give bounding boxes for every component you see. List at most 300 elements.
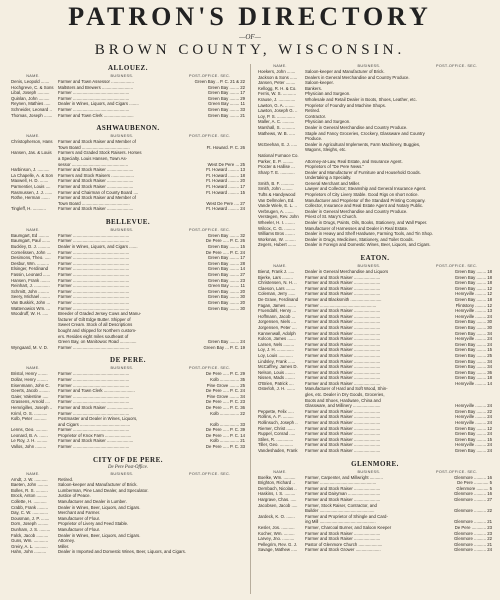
entry-post-office: Green Bay ........ 30	[207, 294, 245, 300]
column-header-post-office: POST-OFFICE. SEC.	[436, 264, 478, 268]
entry-post-office: Ft. Howard ......... 13	[206, 167, 245, 173]
entry-name: Fruendahl, Henry ...	[258, 308, 296, 314]
entry-business: Farmer and Stock Raiser ......................	[305, 291, 381, 297]
entry-name: Hansen, Jas. & Louis	[11, 150, 52, 156]
entry-name: Bierut, Frank J. .....	[258, 269, 295, 274]
entry-post-office: De Pere ............ 23	[454, 524, 492, 530]
entry-post-office: Glenmore .......... 21	[454, 519, 492, 525]
entry-business: Farmer ...............................................	[58, 399, 130, 405]
entry-post-office: Glenmore .......... 23	[454, 530, 492, 536]
entry-business: Manufacturer and Proprietor of the Standard Printing Company.	[305, 197, 426, 203]
entry-name: Loy, Louis ............	[258, 352, 293, 358]
column-header-business: BUSINESS.	[357, 64, 381, 68]
entry-business: Priest of St. Mary's Church.	[305, 214, 358, 220]
entry-business: Farmer ...............................................	[58, 249, 130, 255]
column-header-name: NAME.	[26, 74, 40, 78]
directory-entry	[11, 113, 245, 119]
entry-business: Dealer in General Merchandise and Country Produce.	[305, 124, 408, 130]
entry-post-office: Glenmore .......... 22	[454, 536, 492, 542]
entry-name: Gaier, Valentine .....	[11, 393, 49, 399]
entry-post-office: Green Bay ........ 20	[207, 300, 245, 305]
column-header-row	[11, 228, 245, 232]
entry-business: Farmer and Blacksmith ..........................	[305, 296, 382, 302]
entry-business: Bankers.	[305, 85, 322, 91]
column-header-post-office: POST-OFFICE. SEC.	[436, 64, 478, 68]
entry-name: Wyngaard, M. V. D.	[11, 344, 49, 350]
entry-business: Farmer ...............................................	[58, 344, 130, 350]
column-header-business: BUSINESS.	[357, 469, 381, 474]
entry-name: Wattenowics Wm. ...	[11, 305, 50, 311]
column-header-business: BUSINESS.	[110, 366, 134, 371]
entry-post-office: Green Bay ... P. C. 19	[203, 344, 245, 350]
column-header-business: BUSINESS.	[110, 134, 134, 139]
entry-business: Farmer ...............................................	[58, 382, 130, 388]
entry-name: Reynen, Mathies .....	[11, 101, 51, 107]
directory-entry	[11, 345, 245, 351]
entry-post-office: Pine Grove ........ 34	[206, 393, 245, 399]
entry-business: Dealer in Foreign and Domestic Wines, Beer, Liquors, and Cigars.	[305, 242, 431, 248]
entry-name: Parmentier, Louis ....	[11, 183, 51, 189]
entry-business: Farmer and Stock Raiser ......................	[305, 341, 381, 347]
entry-business: Farmer ...............................................	[58, 283, 130, 289]
entry-name: Jansen, Peter ........	[258, 80, 296, 86]
entry-business: Farmer and Stock Raiser and Member of	[58, 139, 136, 145]
entry-business: Dealer in Imported and Domestic Wines, Beer, Liquors, and Cigars.	[58, 549, 186, 555]
entry-business: Proprietors of "De Pere News."	[305, 164, 364, 170]
entry-post-office: Green Bay ........ 15	[454, 436, 492, 442]
entry-name: Peppette, Felix .....	[258, 408, 294, 414]
entry-business: Farmer and Stock Raiser ......................	[305, 485, 381, 491]
column-header-post-office: POST-OFFICE. SEC.	[436, 469, 478, 474]
entry-name: Lawton, Joseph G. ..	[258, 108, 298, 114]
entry-business: Farmer and Stock Raiser ......................	[305, 442, 381, 448]
entry-name: Arndt, J. W. ...........	[11, 476, 48, 482]
entry-name: Vallos, John .........	[11, 444, 47, 450]
entry-business: Dealers in General Merchandise and Country Produce.	[305, 74, 410, 80]
entry-name: Rollins, A. F. .........	[258, 414, 294, 420]
entry-name: Wheeler, H. I. ........	[258, 220, 295, 226]
entry-business: Manufacturer of Flour.	[58, 527, 101, 532]
entry-post-office: Green Bay ........ 29	[207, 95, 245, 101]
entry-business: Manufacturer of Hard and Soft Wood, Shin-	[305, 386, 388, 392]
entry-business: Farmer ...............................................	[58, 266, 130, 272]
entry-post-office: Green Bay ........ 30	[454, 319, 492, 325]
entry-business: Farmer and Town Assessor ...................	[58, 79, 134, 84]
entry-name: Riemer, Christ .......	[258, 425, 295, 431]
entry-business: Manufacturer of Flour.	[58, 515, 101, 521]
entry-post-office: Green Bay ........ 30	[454, 324, 492, 330]
entry-business: Farmer and Stock Raiser ......................	[305, 536, 381, 542]
entry-post-office: Glenmore .......... 5	[456, 485, 492, 491]
entry-post-office: Green Bay ........ 11	[208, 283, 245, 289]
entry-name: Loy, J. H. ..............	[258, 347, 294, 353]
entry-name: Smith, John .........	[258, 186, 293, 192]
entry-business: ing Mill ...............................................	[305, 519, 376, 525]
entry-business: Attorney.	[58, 538, 75, 544]
entry-name: Jackson & Sons ......	[258, 74, 298, 80]
entry-name: Vandeshaden, Frank	[258, 448, 298, 453]
entry-name: Buckley, D. J. ..........	[11, 244, 51, 250]
entry-post-office: De Pere ..... P. C. 39	[205, 427, 245, 433]
entry-business: Farmer ...............................................	[58, 288, 130, 294]
section-title: GLENMORE.	[351, 459, 399, 468]
entry-name: Le Roy, J. H. .........	[11, 438, 48, 444]
entry-business: General Merchant and Miller.	[305, 180, 361, 186]
directory-entry	[11, 549, 245, 555]
entry-post-office: Green Bay ........ 34	[454, 330, 492, 336]
entry-name: Fassin, Leonard ......	[11, 272, 51, 278]
entry-name: McCaffrey, James D.	[258, 364, 298, 370]
entry-business: Dealer in Heavy and Shelf Hardware, Farming Tools, and Tin Shop.	[305, 231, 433, 237]
entry-post-office: Green Bay ........ 18	[454, 269, 492, 274]
entry-post-office: Green Bay ........ 24	[454, 431, 492, 437]
column-header-row	[258, 264, 492, 268]
column-header-name: NAME.	[26, 471, 40, 476]
entry-post-office: Glenmore .......... 24	[454, 547, 492, 553]
entry-post-office: Green Bay ........ 21	[207, 112, 245, 118]
entry-business: and Cigars ..........................................	[58, 421, 131, 427]
entry-post-office: Pine Grove ........ 25	[206, 382, 245, 388]
entry-post-office: Green Bay ........ 24	[207, 339, 245, 345]
entry-business: Undertaking a Specialty.	[305, 175, 352, 181]
entry-business: Miller.	[58, 543, 70, 549]
entry-business: Physician and Surgeon.	[305, 91, 351, 97]
entry-business: Proprietor of Livery and Feed Stable.	[58, 521, 129, 527]
entry-business: Farmer, Charcoal Burner, and Saloon Keeper	[305, 524, 392, 530]
entry-post-office: Green Bay ........ 34	[454, 358, 492, 364]
entry-name: Lawton, G. A. ........	[258, 102, 295, 108]
entry-business: Attorney-at-Law, Real Estate, and Insurance Agent.	[305, 158, 403, 164]
entry-business: Farmer and Stock Raiser ......................	[305, 436, 381, 442]
page-title-connector: —OF—	[239, 33, 261, 41]
entry-business: Merchant and Farmer.	[58, 510, 101, 516]
entry-name: Jorgensen, Niels ....	[258, 319, 296, 325]
entry-name: Reinhart, J. .............	[11, 283, 50, 289]
entry-name: Dunham, J. S. .........	[11, 527, 51, 532]
entry-post-office: Green Bay ........ 33	[207, 106, 245, 112]
entry-name: O'Brien, Patrick ....	[258, 380, 294, 386]
column-header-name: NAME.	[26, 227, 40, 232]
entry-business: facturer of Gilt Edge Butter. Shipper of	[58, 316, 131, 322]
directory-entry	[11, 444, 245, 450]
entry-business: Farmer and Stock Raiser ......................	[305, 530, 381, 536]
entry-business: Farmer and Stock Raiser ......................	[58, 178, 134, 184]
entry-post-office: Green Bay ........ 12	[454, 285, 492, 291]
section-title: DE PERE.	[110, 356, 146, 365]
entry-business: Proprietor of Knox Farm ......................	[58, 432, 132, 438]
entry-business: Farmer and Stock Raiser ......................	[305, 274, 381, 280]
entry-name: Pellegrim, Rev. G. J.	[258, 541, 298, 547]
entry-business: Farmer ...............................................	[58, 255, 130, 261]
entry-business: Farmer and Stock Raiser ......................	[305, 425, 381, 431]
entry-post-office: De Pere ..... P. C. 23	[205, 399, 245, 405]
entry-name: Stiles, R. ..............	[258, 436, 294, 442]
entry-business: Farmer and Stock Raiser ......................	[305, 347, 381, 353]
column-header-name: NAME.	[26, 134, 40, 139]
entry-business: Farmer and Stock Raiser ......................	[305, 364, 381, 370]
column-header-business: BUSINESS.	[357, 264, 381, 268]
page-subtitle: BROWN COUNTY, WISCONSIN.	[94, 42, 406, 58]
entry-post-office: Green Bay ........ 30	[207, 305, 245, 311]
entry-business: gles, etc. Dealer in Dry Goods, Groceries,	[305, 392, 385, 398]
entry-post-office: Green Bay ........ 23	[207, 277, 245, 283]
entry-name: Kellogg, R. H. & Co.	[258, 85, 297, 91]
entry-name: Baumgart, Paul .......	[11, 238, 51, 244]
entry-business: Farmer and Stock Raiser ......................	[305, 375, 381, 381]
entry-post-office: De Pere ..... P. C. 14	[205, 432, 245, 438]
entry-name: Maller, A. C. ..........	[258, 119, 295, 125]
entry-business: Farmer and Chairman of County Board ....	[58, 189, 139, 195]
entry-name: Van Buskirk, John ...	[11, 300, 51, 305]
entry-business: Manufacturer and Dealer in Lumber.	[58, 499, 127, 505]
entry-business: Dealer in Wines, Liquors, and Cigars .......	[58, 244, 138, 250]
column-header-business: BUSINESS.	[110, 227, 134, 232]
entry-post-office: Henryville ......... 14	[455, 380, 492, 386]
entry-name: Brock, Anton .........	[11, 493, 48, 499]
entry-name: Loy, P. S. ...............	[258, 113, 295, 119]
entry-name: Savage, Mathew .....	[258, 547, 298, 553]
column-header-row	[258, 470, 492, 474]
entry-business: Farmer and Stock Raiser ......................	[305, 369, 381, 375]
entry-name: Zegers, Hubert .......	[258, 242, 297, 248]
entry-name: Kocher, Wm. .........	[258, 530, 295, 536]
entry-post-office: Green Bay ........ 11	[208, 101, 245, 107]
entry-name: Tiller, Geo. ...........	[258, 442, 293, 448]
entry-name: Van Dellmolen, Ed.	[258, 197, 295, 203]
entry-post-office: Glenmore .......... 22	[454, 508, 492, 514]
entry-business: Builder ..............................................	[305, 508, 375, 514]
entry-name: Christopherson, Hans	[11, 139, 53, 145]
entry-name: Sharp T. E. ............	[258, 169, 295, 175]
entry-business: Farmer and Stock Raiser and Member of	[58, 195, 136, 201]
entry-business: Retired.	[305, 108, 321, 114]
entry-post-office: Henryville ......... 24	[455, 336, 492, 342]
directory-entry	[258, 547, 492, 553]
entry-post-office: Green Bay ........ 12	[454, 425, 492, 431]
entry-business: Farmer and Stock Raiser ......................	[58, 183, 134, 189]
entry-post-office: Henryville ......... 24	[455, 442, 492, 448]
entry-business: Sweet Cream. Stock of all Descriptions	[58, 322, 133, 328]
entry-business: Farmer and Stock Raiser ......................	[305, 324, 381, 330]
entry-business: Farmer and Stock Raiser ......................	[58, 404, 134, 410]
entry-name: Ruppel, Conrad .....	[258, 431, 296, 437]
entry-name: Verbrugen, A. .......	[258, 208, 294, 214]
section-title: ALLOUEZ.	[108, 64, 148, 72]
entry-name: Greiry, A. L. ...........	[11, 543, 48, 549]
entry-post-office: Henryville ......... 24	[455, 403, 492, 409]
entry-name: Haskins, I. S. .........	[258, 491, 296, 497]
section-title: CITY OF DE PERE.	[92, 455, 164, 464]
entry-name: Hochgreve, C. & Sons	[11, 84, 54, 90]
entry-name: Rasmussen, J. J. ......	[11, 189, 53, 195]
entry-business: Farmer ...............................................	[58, 106, 130, 112]
entry-name: Kannenwall, Adolph	[258, 330, 296, 336]
entry-post-office	[436, 242, 492, 248]
entry-name: Fagan, James ........	[258, 302, 296, 308]
entry-post-office: Green Bay ........ 22	[454, 408, 492, 414]
entry-business: sessor ...............................................	[58, 161, 128, 167]
entry-business: Farmer and Stock Raiser ......................	[305, 448, 381, 453]
entry-business: Farmer and Stock Raiser ......................	[58, 438, 134, 444]
entry-business: Farmer and Stock Raiser ......................	[305, 496, 381, 502]
entry-post-office: De Pere ............ 5	[457, 480, 492, 486]
left-column	[11, 64, 245, 596]
entry-name: Boelke, Wm. ..........	[258, 474, 296, 480]
entry-business: Farmer and Dairyman ...........................	[305, 491, 381, 497]
entry-name: Thomas, Joseph .......	[11, 112, 53, 118]
entry-name: Kesler, Jos. ...........	[258, 524, 295, 530]
entry-post-office: De Pere ..... P. C. 29	[205, 371, 245, 377]
entry-name: Harbinson, J. ..........	[11, 167, 50, 173]
entry-post-office: Green Bay ........ 15	[207, 244, 245, 250]
entry-business: Breeder of Graded Jersey Cows and Manu-	[58, 311, 142, 317]
entry-business: Farmer ...............................................	[58, 300, 130, 305]
entry-business: Farmer ...............................................	[58, 232, 130, 238]
entry-business: Farmer and Stock Raiser ......................	[305, 285, 381, 291]
entry-name: Desimons, Theo. .....	[11, 255, 51, 261]
entry-post-office: Green Bay ........ 36	[454, 369, 492, 375]
entry-post-office: Green Bay ........ 18	[454, 296, 492, 302]
entry-business: Farmer and Stock Raiser ......................	[305, 313, 381, 319]
entry-business: Pastor of Glenmore Church ....................	[305, 541, 383, 547]
entry-business: Farmer and Stock Raiser ......................	[305, 336, 381, 342]
entry-post-office: Kolb ................ 22	[210, 410, 245, 416]
entry-name: Baumgart, Ed .........	[11, 232, 50, 238]
entry-name: Grassens, Arnold ....	[11, 399, 50, 405]
entry-name: Hemrigilles, Joseph ..	[11, 404, 53, 410]
entry-business: Lumberman, Pine Land Dealer, and Speculator.	[58, 487, 149, 493]
entry-post-office: De Pere ..... P. C. 24	[205, 388, 245, 394]
entry-name: Mathews, W. B. .....	[258, 130, 296, 136]
entry-business: Farmer ...............................................	[58, 376, 130, 382]
entry-business: Town Board ........................................	[58, 200, 130, 206]
entry-business: Farmer and Stock Raiser ......................	[305, 330, 381, 336]
entry-business: Dealer in General Merchandise and Country Produce.	[305, 208, 408, 214]
entry-post-office: Green Bay ........ 14	[207, 266, 245, 272]
entry-name: Smith, B. F. ...........	[258, 180, 295, 186]
entry-post-office: De Pere ..... P. C. 33	[205, 444, 245, 450]
entry-post-office: De Pere ..... P. C. 36	[205, 404, 245, 410]
column-header-row	[11, 74, 245, 78]
entry-business: bought and shipped for Northern custom-	[58, 327, 137, 333]
entry-business: Farmer ...............................................	[58, 371, 130, 377]
entry-post-office: Kolb ................ 35	[210, 376, 245, 382]
column-header-post-office: POST-OFFICE. SEC.	[189, 227, 231, 232]
section-title: ASHWAUBENON.	[96, 124, 160, 133]
entry-business: Dealer and Manufacturer of Furniture and Household Goods.	[305, 169, 421, 175]
entry-name: Larsen, Nels .........	[258, 341, 295, 347]
entry-business: Farmer ...............................................	[58, 277, 130, 283]
entry-business: Boots and Shoes, Hardware, China and	[305, 397, 381, 403]
entry-post-office: Green Bay ........ 18	[454, 280, 492, 286]
entry-business: a Specialty. Louis Hansen, Town As-	[58, 155, 128, 161]
entry-post-office: Glenmore .......... 27	[454, 496, 492, 502]
column-header-name: NAME.	[273, 264, 287, 268]
entry-post-office: Henryville ......... 24	[455, 414, 492, 420]
entry-post-office: De Pere ..... P. C. 24	[205, 249, 245, 255]
entry-name: Hoekers, John .......	[258, 69, 296, 74]
entry-post-office: Ft. Howard ......... 18	[206, 172, 245, 178]
entry-name: Crabb, Frank .........	[11, 504, 49, 510]
column-header-post-office: POST-OFFICE. SEC.	[189, 366, 231, 371]
entry-post-office: Kolb ................ 21	[210, 438, 245, 444]
entry-business: Farmer and Stock Raiser ......................	[305, 408, 381, 414]
entry-business: Dealer in Wines, Beer, Liquors, and Cigars.	[58, 532, 141, 538]
entry-name: Bristol, Henry ........	[11, 371, 48, 377]
entry-name: Christensen, N. H. ..	[258, 280, 297, 286]
entry-post-office: Ft. Howard ......... 17	[206, 183, 245, 189]
entry-name: Quinlan, John .........	[11, 95, 50, 101]
entry-post-office: Green Bay ........ 17	[207, 255, 245, 261]
entry-name: Collette, H. ...........	[11, 499, 47, 505]
entry-business: Farmer ...............................................	[58, 410, 130, 416]
entry-post-office: Henryville ......... 24	[455, 420, 492, 426]
entry-business: Farmer and Stock Raiser ......................	[305, 414, 381, 420]
entry-name: De Grave, Ferdinand	[258, 296, 299, 302]
entry-business: Dealer in Wines, Beer, Liquors, and Cigars.	[58, 504, 141, 510]
column-header-row	[258, 64, 492, 68]
entry-name: Elsinger, Ferdinand	[11, 266, 49, 272]
entry-post-office: Green Bay ........ 27	[207, 272, 245, 278]
entry-name: Hoffmann, Jacob ...	[258, 313, 296, 319]
entry-business: Farmers and Graded Stock Raisers. Horses	[58, 150, 142, 156]
entry-business: Farmer and Town Clerk .........................	[58, 112, 134, 118]
entry-business: Farmer ...............................................	[58, 272, 130, 278]
entry-name: La Chapelle, A. & Son	[11, 172, 54, 178]
entry-business: Farmer and Stock Raiser ......................	[305, 352, 381, 358]
entry-name: Tufts & Handywood	[258, 192, 296, 198]
entry-name: Bolles, R. S. ..........	[11, 487, 48, 493]
entry-business: Dealer in Drugs, Paints, Oils, Books, Stationery, and Wall Paper.	[305, 220, 428, 226]
entry-business: Farmer ...............................................	[58, 260, 130, 266]
entry-business: Farmer and Stock Raiser ......................	[305, 431, 381, 437]
entry-business: Farmer and Stock Raiser ......................	[305, 420, 381, 426]
entry-post-office: Henryville ......... 12	[455, 291, 492, 297]
column-header-row	[11, 366, 245, 370]
entry-business: Retired.	[58, 476, 74, 482]
column-header-name: NAME.	[273, 469, 287, 474]
entry-business: Dealer in Wines, Liquors, and Cigars ........	[58, 101, 139, 107]
entry-name: Dorn, Joseph .........	[11, 521, 49, 527]
entry-post-office: Ft. Howard ......... 20	[206, 178, 245, 184]
entry-name: Leonard, B. A. .......	[11, 432, 48, 438]
entry-business: Farmer and Proprietor of Shingle and Card-	[305, 513, 388, 519]
entry-business: Farmer and Stock Raiser ......................	[305, 380, 381, 386]
entry-business: Dealer in General Merchandise and Liquors	[305, 269, 389, 274]
entry-business: Dealer in Agricultural Implements, Farm Machinery, Buggies,	[305, 141, 421, 147]
entry-post-office: Green Bay ........ 24	[454, 341, 492, 347]
entry-name: Cornelissen, John ....	[11, 249, 52, 255]
section-post-office: De Pere Post-Office.	[108, 464, 148, 470]
entry-name: Bjerke, Lars .........	[258, 274, 293, 280]
entry-business: Farmer, Carpenter, and Millwright ...........	[305, 474, 383, 480]
entry-business: Farmer ...............................................	[58, 444, 130, 450]
entry-post-office: Kolb ................ 33	[210, 421, 245, 427]
entry-name: Kolb, Peter ...........	[11, 416, 47, 422]
entry-name: Tingleff, H. ...........	[11, 206, 46, 212]
entry-name: Guns, Wm. ............	[11, 538, 49, 544]
entry-post-office: Henryville ......... 13	[455, 308, 492, 314]
entry-name: Jacobsen, Jacob .....	[258, 502, 298, 508]
entry-business: Postmaster and Dealer in Wines, Liquors,	[58, 416, 138, 422]
entry-business: Maltsters and Brewers ..........................	[58, 84, 133, 90]
entry-business: Saloon-keeper and Manufacturer of Brick.	[305, 69, 385, 74]
entry-post-office: Green Bay ........ 20	[207, 288, 245, 294]
entry-name: Lindsley, Frank ......	[258, 358, 296, 364]
entry-business: Green Bay, on Manitowoc Road ..............	[58, 339, 137, 345]
entry-name: Osterloh, J. H. .......	[258, 386, 296, 392]
column-header-post-office: POST-OFFICE. SEC.	[189, 471, 231, 476]
